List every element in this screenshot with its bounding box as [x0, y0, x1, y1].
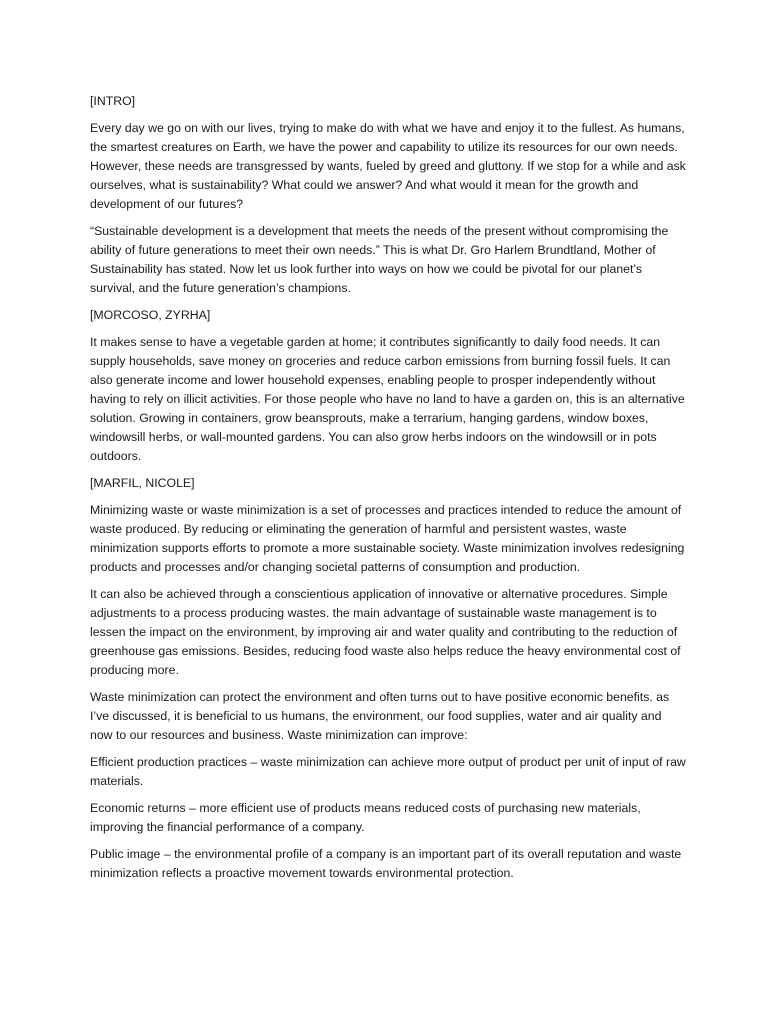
section-label-intro: [INTRO] [90, 94, 136, 108]
paragraph-brundtland-quote: “Sustainable development is a development that meets the needs of the present without compromising the ability of future generations to meet their own needs.” This is what Dr. Gro Harlem Brundtland, Mother of Sustainability has stated. Now let us look further into ways on how we could be pivotal for our planet’s survival, and the future generation’s champions. [90, 224, 669, 295]
paragraph-economic-returns: Economic returns – more efficient use of products means reduced costs of purchasing new materials, improving the financial performance of a company. [90, 801, 641, 834]
paragraph-efficient-production: Efficient production practices – waste minimization can achieve more output of product per unit of input of raw materials. [90, 755, 686, 788]
section-label-morcoso: [MORCOSO, ZYRHA] [90, 308, 211, 322]
section-label-marfil: [MARFIL, NICOLE] [90, 476, 195, 490]
paragraph-waste-minimization: Minimizing waste or waste minimization is a set of processes and practices intended to reduce the amount of waste produced. By reducing or eliminating the generation of harmful and persistent wastes, waste minimization supports efforts to promote a more sustainable society. Waste minimization involves redesigning products and processes and/or changing societal patterns of consumption and production. [90, 503, 685, 574]
paragraph-alternative-procedures: It can also be achieved through a conscientious application of innovative or alternative procedures. Simple adjustments to a process producing wastes. the main advantage of sustainable waste management is to lessen the impact on the environment, by improving air and water quality and contributing to the reduction of greenhouse gas emissions. Besides, reducing food waste also helps reduce the heavy environmental cost of producing more. [90, 587, 681, 677]
paragraph-vegetable-garden: It makes sense to have a vegetable garden at home; it contributes significantly to daily food needs. It can supply households, save money on groceries and reduce carbon emissions from burning fossil fuels. It can also generate income and lower household expenses, enabling people to prosper independently without having to rely on illicit activities. For those people who have no land to have a garden on, this is an alternative solution. Growing in containers, grow beansprouts, make a terrarium, hanging gardens, window boxes, windowsill herbs, or wall-mounted gardens. You can also grow herbs indoors on the windowsill or in pots outdoors. [90, 335, 685, 463]
paragraph-public-image: Public image – the environmental profile of a company is an important part of its overall reputation and waste minimization reflects a proactive movement towards environmental protection. [90, 847, 682, 880]
paragraph-economic-benefits: Waste minimization can protect the environment and often turns out to have positive economic benefits. as I’ve discussed, it is beneficial to us humans, the environment, our food supplies, water and air quality and now to our resources and business. Waste minimization can improve: [90, 690, 670, 742]
paragraph-intro-question: Every day we go on with our lives, trying to make do with what we have and enjoy it to the fullest. As humans, the smartest creatures on Earth, we have the power and capability to utilize its resources for our own needs. However, these needs are transgressed by wants, fueled by greed and gluttony. If we stop for a while and ask ourselves, what is sustainability? What could we answer? And what would it mean for the growth and development of our futures? [90, 121, 686, 211]
